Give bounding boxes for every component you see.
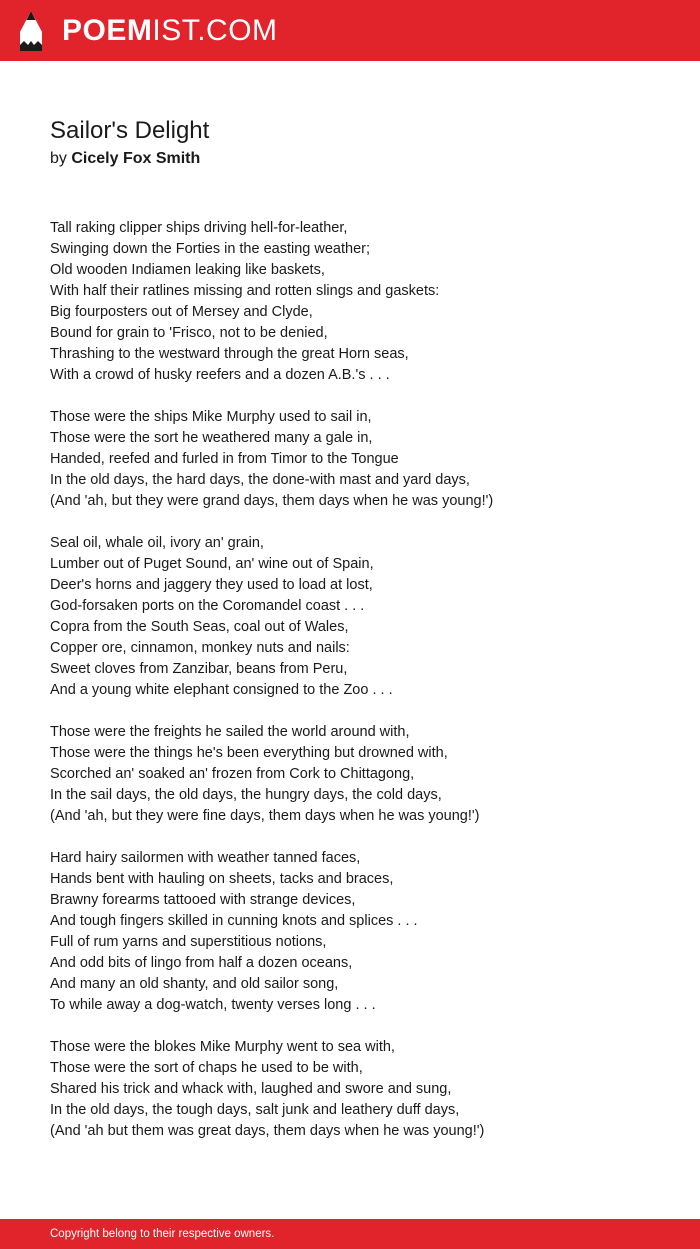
poem-line: (And 'ah but them was great days, them days when he was young!') [50, 1123, 485, 1139]
poem-line: Shared his trick and whack with, laughed and swore and sung, [50, 1081, 452, 1097]
poem-line: Bound for grain to 'Frisco, not to be denied, [50, 325, 328, 341]
poem-line: Deer's horns and jaggery they used to load at lost, [50, 577, 373, 593]
poem-stanza [50, 722, 670, 827]
poem-line: Scorched an' soaked an' frozen from Cork to Chittagong, [50, 766, 415, 782]
site-footer [0, 1219, 700, 1249]
poem-line: God-forsaken ports on the Coromandel coast . . . [50, 598, 365, 614]
site-header [0, 0, 700, 61]
poem-line: And odd bits of lingo from half a dozen oceans, [50, 955, 353, 971]
poem-stanza [50, 1037, 670, 1142]
poem-stanza [50, 218, 670, 386]
poem-stanza [50, 407, 670, 512]
poem-line: And tough fingers skilled in cunning knots and splices . . . [50, 913, 418, 929]
site-logo[interactable] [18, 10, 278, 52]
poem-line: In the old days, the hard days, the done-with mast and yard days, [50, 472, 470, 488]
poem-line: Thrashing to the westward through the great Horn seas, [50, 346, 409, 362]
poem-line: Those were the things he's been everything but drowned with, [50, 745, 448, 761]
poem-byline [50, 148, 200, 169]
copyright-notice: Copyright belong to their respective owners. [50, 1228, 275, 1240]
poem-line: Seal oil, whale oil, ivory an' grain, [50, 535, 264, 551]
logo-wordmark [62, 10, 278, 52]
poem-line: With half their ratlines missing and rotten slings and gaskets: [50, 283, 440, 299]
poem-line: Lumber out of Puget Sound, an' wine out of Spain, [50, 556, 374, 572]
poem-line: (And 'ah, but they were fine days, them days when he was young!') [50, 808, 480, 824]
poem-line: Sweet cloves from Zanzibar, beans from Peru, [50, 661, 348, 677]
logo-wordmark-light: IST.COM [152, 14, 278, 47]
poem-line: In the old days, the tough days, salt junk and leathery duff days, [50, 1102, 460, 1118]
logo-wordmark-bold: POEM [62, 14, 153, 47]
by-label: by [50, 150, 67, 167]
poem-line: To while away a dog-watch, twenty verses long . . . [50, 997, 376, 1013]
poem-line: (And 'ah, but they were grand days, them days when he was young!') [50, 493, 494, 509]
poem-line: Handed, reefed and furled in from Timor to the Tongue [50, 451, 399, 467]
poem-line: Brawny forearms tattooed with strange devices, [50, 892, 356, 908]
poem-line: Those were the blokes Mike Murphy went to sea with, [50, 1039, 395, 1055]
poem-line: Big fourposters out of Mersey and Clyde, [50, 304, 313, 320]
poem-line: Copra from the South Seas, coal out of Wales, [50, 619, 349, 635]
poem-body [50, 218, 670, 1163]
poem-line: Swinging down the Forties in the easting weather; [50, 241, 370, 257]
poem-line: Old wooden Indiamen leaking like baskets, [50, 262, 325, 278]
poem-stanza [50, 533, 670, 701]
poem-line: Those were the sort of chaps he used to be with, [50, 1060, 363, 1076]
poem-line: And a young white elephant consigned to the Zoo . . . [50, 682, 393, 698]
poem-line: Tall raking clipper ships driving hell-for-leather, [50, 220, 348, 236]
poem-line: Full of rum yarns and superstitious notions, [50, 934, 327, 950]
poem-stanza [50, 848, 670, 1016]
poem-line: And many an old shanty, and old sailor song, [50, 976, 339, 992]
poem-line: With a crowd of husky reefers and a dozen A.B.'s . . . [50, 367, 390, 383]
poem-title: Sailor's Delight [50, 117, 210, 144]
poem-line: Those were the sort he weathered many a gale in, [50, 430, 373, 446]
poem-line: In the sail days, the old days, the hungry days, the cold days, [50, 787, 442, 803]
poem-line: Those were the freights he sailed the world around with, [50, 724, 410, 740]
poem-line: Hands bent with hauling on sheets, tacks and braces, [50, 871, 394, 887]
poem-line: Those were the ships Mike Murphy used to sail in, [50, 409, 372, 425]
poem-author[interactable]: Cicely Fox Smith [71, 150, 201, 167]
poem-line: Copper ore, cinnamon, monkey nuts and nails: [50, 640, 350, 656]
pencil-icon [18, 10, 44, 52]
poem-line: Hard hairy sailormen with weather tanned faces, [50, 850, 361, 866]
